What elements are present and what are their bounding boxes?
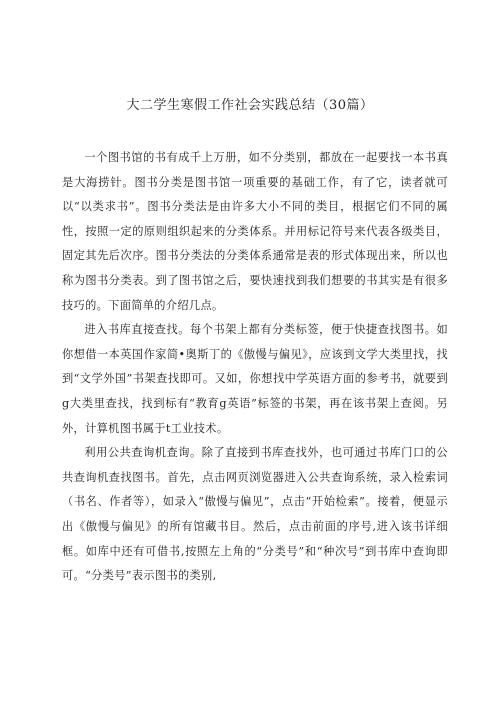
- document-title: 大二学生寒假工作社会实践总结（30篇）: [126, 98, 374, 113]
- paragraph: 一个图书馆的书有成千上万册，如不分类别，都放在一起要找一本书真是大海捞针。图书分类是图书馆一项重要的基础工作，有了它，读者就可以“以类求书”。图书分类法是由许多大小不同的类目，根据它们不同的属性，按照一定的原则组织起来的分类体系。并用标记符号来代表各级类目，固定其先后次序。图书分类法的分类体系通常是表的形式体现出来，所以也称为图书分类表。到了图书馆之后，要快速找到我们想要的书其实是有很多技巧的。下面简单的介绍几点。: [62, 151, 448, 312]
- paragraph: 利用公共查询机查询。除了直接到书库查找外，也可通过书库门口的公共查询机查找图书。首先，点击网页浏览器进入公共查询系统，录入检索词（书名、作者等），如录入“傲慢与偏见”，点击“开始检索”。接着，便显示出《傲慢与偏见》的所有馆藏书目。然后，点击前面的序号,进入该书详细框。如库中还有可借书,按照左上角的“分类号”和“种次号”到书库中查询即可。“分类号”表示图书的类别,: [62, 446, 448, 583]
- paragraph: 进入书库直接查找。每个书架上都有分类标签，便于快捷查找图书。如你想借一本英国作家简•奥斯丁的《傲慢与偏见》，应该到文学大类里找，找到“文学外国”书架查找即可。又如，你想找中学英语方面的参考书，就要到g大类里查找，找到标有“教育g英语”标签的书架，再在该书架上查阅。另外，计算机图书属于t工业技术。: [62, 323, 448, 435]
- document-body: [62, 146, 448, 589]
